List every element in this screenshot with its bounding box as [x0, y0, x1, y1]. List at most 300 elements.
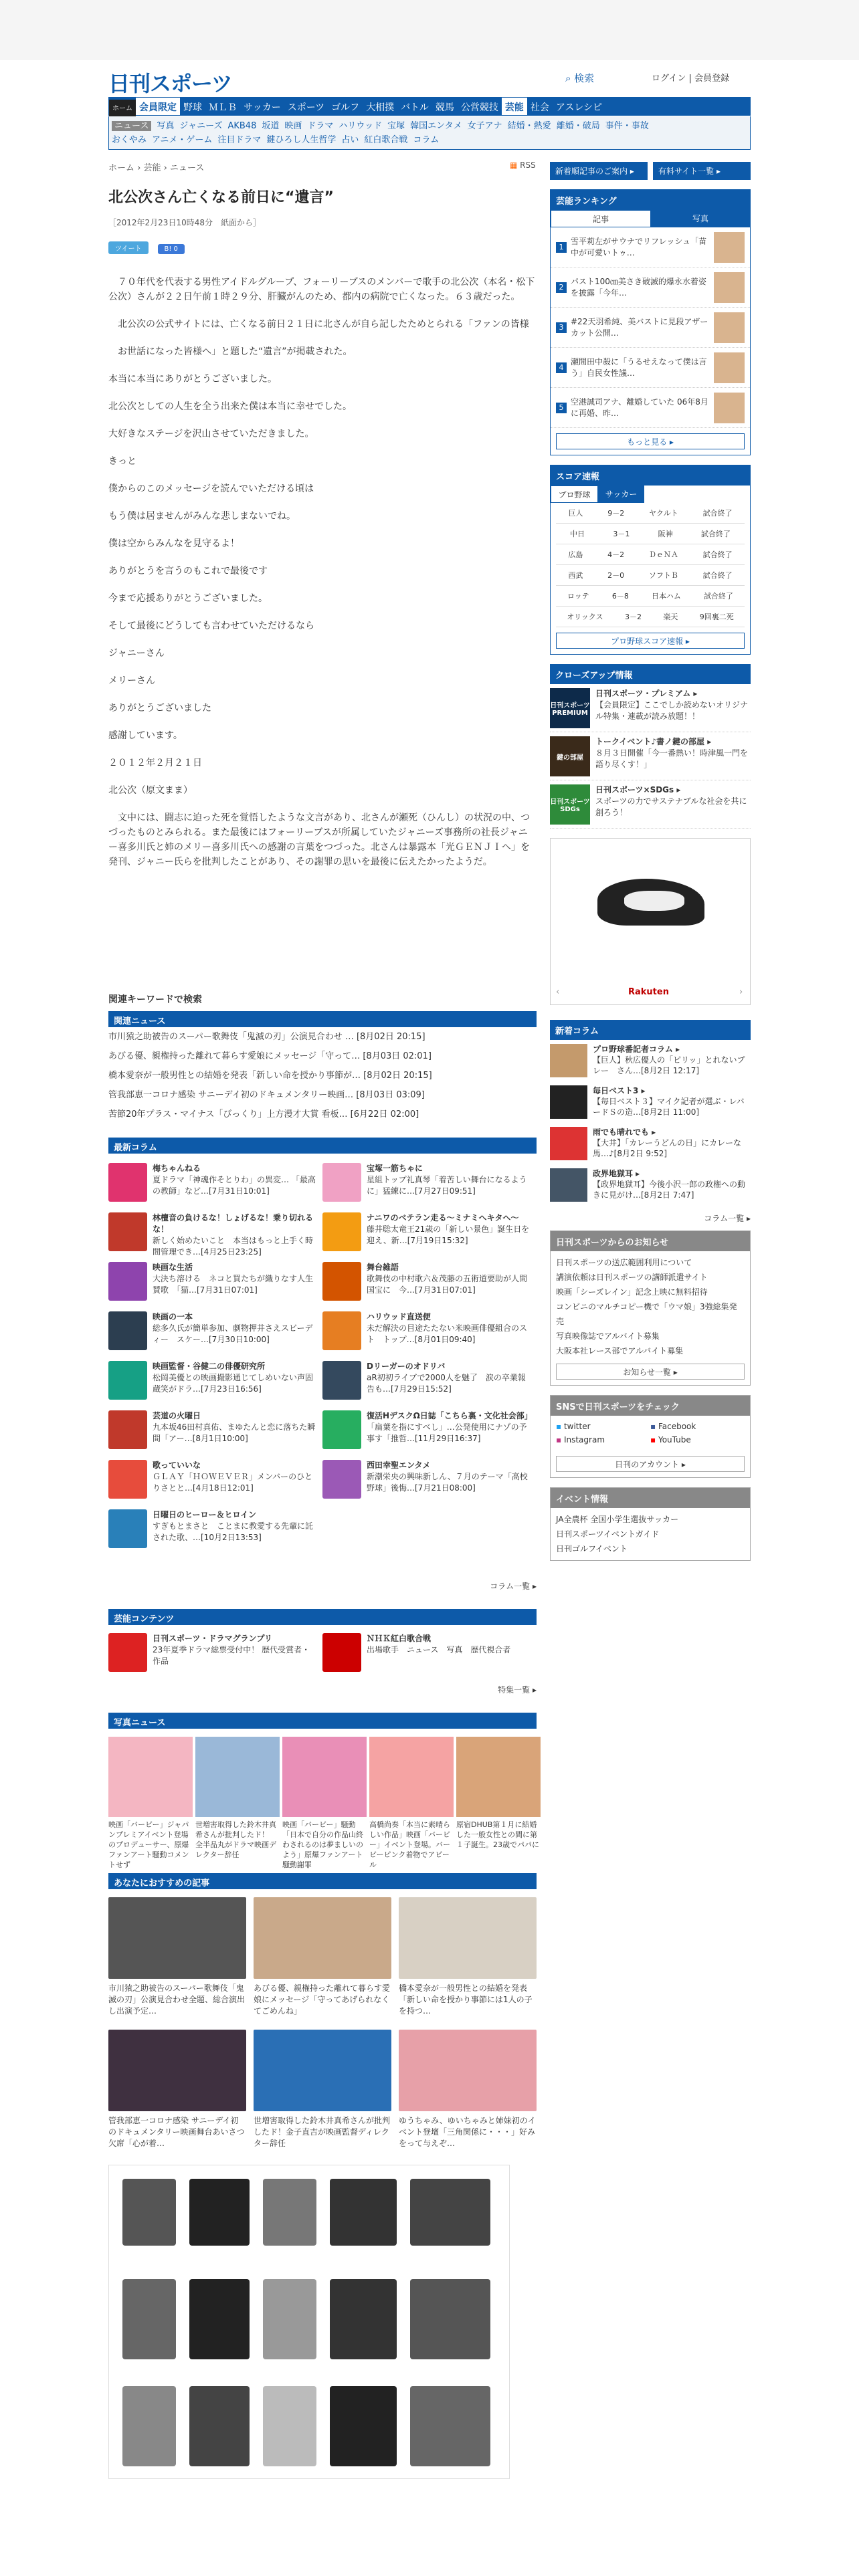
- article-paragraph: 感謝しています。: [108, 730, 183, 741]
- column-head: 最新コラム: [108, 1138, 537, 1154]
- photo-head: 写真ニュース: [108, 1713, 537, 1729]
- photo-item[interactable]: [369, 1737, 454, 1869]
- ranking-text: パスト100㎝美さき破滅的爆永水着姿を披露「今年…: [571, 276, 706, 298]
- article-paragraph: 北公次としての人生を全う出来た僕は本当に幸せでした。: [108, 401, 352, 412]
- global-nav: [108, 97, 751, 116]
- score-cell: 巨人: [568, 509, 583, 518]
- score-cell: ソフトＢ: [648, 571, 678, 580]
- related-news-head: 関連ニュース: [108, 1011, 537, 1027]
- article-title: 北公次さん亡くなる前日に“遺言”: [108, 189, 334, 206]
- instagram-icon: ▪: [556, 1435, 564, 1444]
- column-item[interactable]: [322, 1460, 537, 1504]
- score-row[interactable]: [556, 524, 745, 544]
- kouhaku-logo: [322, 1633, 361, 1672]
- score-cell: 試合終了: [702, 550, 733, 559]
- subnav-item[interactable]: 事件・事故: [605, 121, 649, 131]
- score-row[interactable]: [556, 607, 745, 627]
- column-thumb: [108, 1361, 147, 1400]
- ranking-number: 1: [556, 242, 567, 253]
- facebook-link[interactable]: ▪ Facebook: [650, 1422, 696, 1431]
- photo-image: [195, 1737, 280, 1817]
- photo-item[interactable]: [195, 1737, 280, 1860]
- subnav-item[interactable]: 坂道: [262, 121, 280, 131]
- ad-image: [330, 2386, 397, 2466]
- column-item[interactable]: [108, 1262, 322, 1306]
- article-date: ［2012年2月23日10時48分 紙面から］: [108, 218, 261, 227]
- sns-links: [551, 1416, 750, 1451]
- event-item[interactable]: 日刊ゴルフイベント: [556, 1544, 628, 1553]
- column-title: ハリウッド直送便: [367, 1312, 431, 1321]
- ad-image: [122, 2179, 176, 2246]
- ranking-head: 芸能ランキング: [551, 190, 750, 210]
- recommend-item[interactable]: [108, 2030, 246, 2151]
- related-news-item[interactable]: 苦節20年プラス・マイナス「びっくり」上方漫才大賞 看板… [6月22日 02:00]: [108, 1109, 419, 1119]
- notice-item[interactable]: 写真映像誌でアルバイト募集: [556, 1331, 660, 1341]
- photo-item[interactable]: [108, 1737, 193, 1869]
- score-cell: ロッテ: [567, 592, 589, 601]
- column-title: 映画の一本: [153, 1312, 193, 1321]
- recommend-item[interactable]: [108, 1897, 246, 2019]
- article-paragraph: 今まで応援ありがとうございました。: [108, 593, 268, 604]
- closeup-desc: 【会員限定】ここでしか読めないオリジナル特集・連載が読み放題！！: [595, 700, 749, 721]
- column-thumb: [108, 1509, 147, 1548]
- score-cell: 9回裏二死: [699, 613, 734, 621]
- column-text: [153, 1262, 317, 1306]
- closeup-text: [595, 784, 751, 824]
- contents-head: 芸能コンテンツ: [108, 1609, 537, 1625]
- contents-section: [108, 1609, 537, 1695]
- share-buttons: [108, 241, 537, 255]
- ad-banner-golf[interactable]: [108, 2165, 510, 2479]
- photo-image: [369, 1737, 454, 1817]
- column-title: 宝塚一筋ちゃに: [367, 1164, 423, 1173]
- column-text: [153, 1361, 317, 1405]
- ad-image: [410, 2279, 490, 2359]
- event-list: [551, 1508, 750, 1560]
- article-paragraph: きっと: [108, 456, 136, 467]
- hatena-button[interactable]: B! 0: [158, 244, 185, 254]
- photo-item[interactable]: [456, 1737, 541, 1860]
- column-title: 映画な生活: [153, 1263, 193, 1272]
- keyword-section: [108, 992, 537, 1124]
- notice-list: [551, 1251, 750, 1358]
- column-item[interactable]: [108, 1509, 322, 1553]
- score-cell: 2－0: [607, 571, 625, 580]
- top-bar: [0, 0, 859, 60]
- newcol-thumb: [550, 1044, 587, 1077]
- recommend-item[interactable]: [254, 1897, 391, 2019]
- ranking-item[interactable]: [551, 388, 750, 428]
- subnav-item[interactable]: ニュース: [112, 121, 151, 131]
- chevron-right-icon[interactable]: ›: [739, 987, 743, 997]
- tab-soccer[interactable]: サッカー: [598, 486, 644, 503]
- event-box: [550, 1487, 751, 1561]
- recommend-image: [254, 1897, 391, 1979]
- closeup-list: [550, 684, 751, 829]
- closeup-title: 日刊スポーツ・プレミアム ▸: [595, 689, 698, 698]
- sub-nav-row: [112, 119, 747, 133]
- score-row[interactable]: [556, 565, 745, 586]
- nav-item[interactable]: 大相撲: [366, 102, 395, 113]
- notice-item[interactable]: 映画「シーズレイン」記念上映に無料招待: [556, 1287, 708, 1297]
- contents-items: [108, 1633, 537, 1677]
- ranking-text: #22天羽希純、美バストに見段アザーカット公開…: [571, 316, 708, 338]
- score-cell: 3－1: [613, 530, 630, 538]
- column-title: 西田幸聖エンタメ: [367, 1461, 431, 1470]
- score-cell: 試合終了: [703, 592, 733, 601]
- article-paragraph: そして最後にどうしても言わせていただけるなら: [108, 621, 314, 631]
- article-paragraph: お世話になった皆様へ」と題した“遺言”が掲載された。: [108, 346, 353, 357]
- subnav-item[interactable]: 写真: [157, 121, 175, 131]
- column-text: [367, 1410, 531, 1455]
- closeup-box: [550, 664, 751, 829]
- related-news-item[interactable]: 管我部恵一コロナ感染 サニーデイ初のドキュメンタリー映画… [8月03日 03:09]: [108, 1090, 425, 1100]
- contents-item[interactable]: [322, 1633, 537, 1677]
- score-row[interactable]: [556, 544, 745, 565]
- newcol-title: 毎日ベスト3 ▸: [593, 1086, 646, 1095]
- column-text: [367, 1460, 531, 1504]
- youtube-icon: ▪: [650, 1435, 658, 1444]
- related-news-list: [108, 1027, 537, 1124]
- column-title: 歌っていいな: [153, 1461, 201, 1470]
- article-paragraph: 北公次（原文まま）: [108, 785, 193, 796]
- column-thumb: [322, 1361, 361, 1400]
- closeup-logo: 鍵の部屋: [550, 736, 590, 776]
- photo-image: [108, 1737, 193, 1817]
- ranking-item[interactable]: [551, 267, 750, 308]
- related-news-item[interactable]: あびる優、親権持った離れて暮らす愛娘にメッセージ「守って… [8月03日 02:01]: [108, 1051, 432, 1061]
- column-thumb: [108, 1460, 147, 1499]
- newcol-more-link[interactable]: コラム一覧 ▸: [704, 1214, 751, 1223]
- column-desc: 九本坂46田村真佑、まゆたんと恋に落ちた瞬間「アー…[8月1日10:00]: [153, 1422, 316, 1443]
- closeup-item[interactable]: [550, 780, 751, 829]
- score-more-button[interactable]: プロ野球スコア速報 ▸: [556, 633, 745, 649]
- newcol-title: 政界地獄耳 ▸: [593, 1169, 640, 1178]
- closeup-item[interactable]: [550, 684, 751, 732]
- ad-image: [263, 2179, 316, 2246]
- recommend-item[interactable]: [399, 1897, 537, 2019]
- subnav-item[interactable]: 紅白歌合戦: [364, 135, 408, 145]
- sns-more-button[interactable]: 日刊のアカウント ▸: [556, 1456, 745, 1472]
- rakuten-logo: Rakuten: [628, 987, 669, 997]
- ad-image: [330, 2279, 397, 2359]
- event-item[interactable]: 日刊スポーツイベントガイド: [556, 1529, 660, 1539]
- column-desc: 大決ち溶ける ネコと買たちが織りなす人生賛歌 「猫…[7月31日07:01]: [153, 1274, 314, 1295]
- column-desc: 松岡美優との映画撮影通じてしめいない声固蔵笑がドラ…[7月23日16:56]: [153, 1373, 314, 1394]
- newcol-text: [593, 1085, 751, 1119]
- recommend-image: [108, 2030, 246, 2111]
- nav-item[interactable]: 公営競技: [460, 102, 498, 113]
- newcol-item[interactable]: [550, 1040, 751, 1081]
- main-column: [108, 187, 537, 2479]
- column-text: [367, 1311, 531, 1356]
- newcol-item[interactable]: [550, 1123, 751, 1164]
- column-more-link[interactable]: コラム一覧 ▸: [490, 1582, 537, 1591]
- ranking-number: 5: [556, 403, 567, 413]
- ranking-tabs: [551, 210, 750, 227]
- related-news-item[interactable]: 橋本愛奈が一般男性との結婚を発表「新しい命を授かり事節が… [8月02日 20:15]: [108, 1071, 432, 1081]
- column-thumb: [322, 1410, 361, 1449]
- subnav-item[interactable]: おくやみ: [112, 135, 147, 145]
- subnav-item[interactable]: 鍵ひろし人生哲学: [266, 135, 337, 145]
- column-item[interactable]: [108, 1361, 322, 1405]
- paid-sites-button[interactable]: 有料サイト一覧 ▸: [653, 162, 751, 180]
- article-body: [108, 275, 537, 869]
- nav-home[interactable]: ホーム: [109, 100, 136, 117]
- subnav-item[interactable]: 占い: [341, 135, 359, 145]
- newcol-thumb: [550, 1168, 587, 1202]
- site-logo[interactable]: 日刊スポーツ: [108, 71, 232, 96]
- score-cell: 試合終了: [700, 530, 731, 538]
- subnav-item[interactable]: 注目ドラマ: [217, 135, 262, 145]
- notice-item[interactable]: 日刊スポーツの送広範囲利用について: [556, 1258, 692, 1267]
- photo-image: [282, 1737, 367, 1817]
- event-item[interactable]: JA全農杯 全国小学生選抜サッカー: [556, 1515, 679, 1524]
- subnav-item[interactable]: 宝塚: [387, 121, 405, 131]
- newcol-desc: 【大井】「カレーうどんの日」にカレーな馬…♪[8月2日 9:52]: [593, 1138, 742, 1158]
- recommend-section: [108, 1873, 537, 2151]
- login-link[interactable]: ログイン | 会員登録: [652, 74, 729, 84]
- nav-item[interactable]: 野球: [183, 102, 202, 113]
- ranking-item[interactable]: [551, 348, 750, 388]
- closeup-title: トークイベント♪書ノ鍵の部屋 ▸: [595, 737, 712, 746]
- closeup-desc: スポーツの力でサステナブルな社会を共に創ろう！: [595, 796, 747, 817]
- photo-grid: [108, 1737, 539, 1869]
- recommend-image: [254, 2030, 391, 2111]
- ranking-thumb: [714, 272, 745, 303]
- ranking-item[interactable]: [551, 308, 750, 348]
- ranking-item[interactable]: [551, 227, 750, 267]
- search-button[interactable]: ⌕ 検索: [565, 72, 595, 84]
- youtube-link[interactable]: ▪ YouTube: [650, 1435, 691, 1444]
- column-item[interactable]: [322, 1212, 537, 1257]
- column-item[interactable]: [322, 1163, 537, 1207]
- newcol-title: プロ野球番記者コラム ▸: [593, 1045, 680, 1054]
- score-cell: 3－2: [625, 613, 642, 621]
- score-cell: ＤｅＮＡ: [648, 550, 678, 559]
- ranking-thumb: [714, 312, 745, 343]
- subnav-item[interactable]: ジャニーズ: [179, 121, 223, 131]
- tab-photos[interactable]: 写真: [651, 210, 750, 227]
- ad-banner-rakuten[interactable]: [550, 838, 751, 1005]
- column-text: [153, 1311, 317, 1356]
- column-desc: 星組トップ礼真琴「着苦しい舞台になるように」猛練に…[7月27日09:51]: [367, 1175, 527, 1196]
- subnav-item[interactable]: ハリウッド: [339, 121, 383, 131]
- column-thumb: [322, 1212, 361, 1251]
- nav-item[interactable]: スポーツ: [287, 102, 325, 113]
- column-thumb: [108, 1311, 147, 1350]
- site-header: [108, 60, 751, 94]
- column-item[interactable]: [322, 1361, 537, 1405]
- instagram-link[interactable]: ▪ Instagram: [556, 1435, 605, 1444]
- column-item[interactable]: [322, 1410, 537, 1455]
- photo-caption: 映画「バービー」ジャパンプレミアイベント登場のプロデューサー、原爆ファンアート騒動コメントせず: [108, 1820, 189, 1869]
- closeup-title: 日刊スポーツ×SDGs ▸: [595, 785, 681, 794]
- subnav-item[interactable]: 映画: [284, 121, 302, 131]
- score-cell: 中日: [570, 530, 585, 538]
- subnav-item[interactable]: コラム: [413, 135, 440, 145]
- tab-articles[interactable]: 記事: [551, 210, 651, 227]
- sub-nav: [108, 116, 751, 150]
- score-cell: 試合終了: [702, 509, 733, 518]
- column-item[interactable]: [322, 1262, 537, 1306]
- column-text: [153, 1410, 317, 1455]
- score-cell: 6－8: [611, 592, 629, 601]
- column-text: [153, 1509, 317, 1553]
- contents-item[interactable]: [108, 1633, 322, 1677]
- recommend-caption: 管我部恵一コロナ感染 サニーデイ初のドキュメンタリー映画舞台あいさつ欠席「心が着…: [108, 2116, 245, 2148]
- closeup-head: クローズアップ情報: [550, 664, 751, 684]
- nav-item[interactable]: ゴルフ: [331, 102, 360, 113]
- ranking-thumb: [714, 232, 745, 263]
- notice-more-button[interactable]: お知らせ一覧 ▸: [556, 1364, 745, 1380]
- recommend-grid: [108, 1897, 537, 2151]
- ad-image: [330, 2179, 397, 2246]
- recommend-item[interactable]: [254, 2030, 391, 2151]
- rss-link[interactable]: ▦ RSS: [510, 160, 536, 170]
- nav-item[interactable]: 社会: [530, 102, 549, 113]
- column-desc: 未だ解決の目途たたない米映画俳優組合のスト トップ…[8月01日09:40]: [367, 1323, 528, 1344]
- newcol-head: 新着コラム: [550, 1020, 751, 1040]
- recommend-caption: あびる優、親権持った離れて暮らす愛娘にメッセージ「守ってあげられなくてごめんね」: [254, 1983, 391, 2016]
- subnav-item[interactable]: 離婚・破局: [556, 121, 600, 131]
- ad-image: [189, 2386, 250, 2466]
- column-title: 舞台雑語: [367, 1263, 399, 1272]
- column-item[interactable]: [108, 1163, 322, 1207]
- column-text: [367, 1262, 531, 1306]
- contents-more-link[interactable]: 特集一覧 ▸: [498, 1685, 537, 1695]
- ad-shoe-detail: [624, 891, 684, 911]
- closeup-desc: ８月３日開催「今一番熱い！時津風一門を語り尽くす！」: [595, 748, 749, 769]
- nav-item[interactable]: バトル: [401, 102, 429, 113]
- recommend-caption: ゆうちゃみ、ゆいちゃみと姉妹初のイベント登壇「三角関係に・・・」好みをって与えぞ…: [399, 2116, 536, 2148]
- column-item[interactable]: [108, 1410, 322, 1455]
- ranking-more-button[interactable]: もっと見る ▸: [556, 433, 745, 449]
- score-box: [550, 465, 751, 655]
- new-articles-button[interactable]: 新着順記事のご案内 ▸: [550, 162, 648, 180]
- ad-image: [410, 2179, 490, 2246]
- score-cell: 9－2: [607, 509, 625, 518]
- subnav-item[interactable]: ドラマ: [307, 121, 334, 131]
- column-title: 梅ちゃんねる: [153, 1164, 201, 1173]
- ad-image: [410, 2386, 490, 2466]
- notice-item[interactable]: コンビニのマルチコピー機で「ウマ娘」3強総集発売: [556, 1302, 737, 1326]
- score-list: [551, 503, 750, 627]
- column-section: [108, 1138, 537, 1592]
- tweet-button[interactable]: ツイート: [108, 241, 149, 254]
- column-text: [153, 1163, 317, 1207]
- score-cell: 試合終了: [702, 571, 733, 580]
- column-item[interactable]: [108, 1460, 322, 1504]
- closeup-text: [595, 688, 751, 728]
- subnav-item[interactable]: 結婚・熱愛: [507, 121, 551, 131]
- closeup-logo: 日刊スポーツ SDGs: [550, 784, 590, 825]
- score-cell: オリックス: [567, 613, 603, 621]
- nav-item-active[interactable]: 芸能: [502, 98, 527, 115]
- nav-item[interactable]: ＭＬＢ: [209, 102, 237, 113]
- photo-caption: 高橋尚奏「本当に素晴らしい作品」映画「バービー」イベント登場。バービーピンク着物でアピール: [369, 1820, 450, 1869]
- column-grid: [108, 1163, 537, 1553]
- newcol-list: [550, 1040, 751, 1206]
- score-row[interactable]: [556, 586, 745, 607]
- column-item[interactable]: [108, 1311, 322, 1356]
- contents-item-title: ＮＨＫ紅白歌合戦: [367, 1634, 432, 1643]
- nav-item[interactable]: サッカー: [244, 102, 281, 113]
- closeup-logo: 日刊スポーツ PREMIUM: [550, 688, 590, 728]
- column-desc: 夏ドラマ「神魂作そとりわ」の異変… 「最高の教師」など…[7月31日10:01]: [153, 1175, 316, 1196]
- notice-item[interactable]: 講演依頼は日刊スポーツの講師派遣サイト: [556, 1273, 708, 1282]
- recommend-item[interactable]: [399, 2030, 537, 2151]
- subnav-item[interactable]: アニメ・ゲーム: [152, 135, 213, 145]
- newcol-item[interactable]: [550, 1081, 751, 1123]
- score-cell: 楽天: [663, 613, 678, 621]
- chevron-left-icon[interactable]: ‹: [556, 987, 560, 997]
- article-paragraph: ありがとうございました: [108, 703, 211, 714]
- photo-section: [108, 1713, 539, 1869]
- column-desc: 歌舞伎の中村歌六＆茂藤の五術道要助が人間国宝に 今…[7月31日07:01]: [367, 1274, 528, 1295]
- column-desc: 藤井聡太竜王21歳の「新しい景色」誕生日を迎え、新…[7月19日15:32]: [367, 1224, 530, 1245]
- article-paragraph: 本当に本当にありがとうございました。: [108, 374, 277, 385]
- photo-caption: 原宿DHUB第１月に結婚した一般女性との間に第１子誕生。23歳でパパに: [456, 1820, 539, 1849]
- newcol-item[interactable]: [550, 1164, 751, 1206]
- contents-item-title: 日刊スポーツ・ドラマグランプリ: [153, 1634, 273, 1643]
- score-tabs: [551, 486, 644, 503]
- side-buttons: [550, 162, 751, 180]
- subnav-item[interactable]: AKB48: [227, 121, 257, 131]
- ad-image: [263, 2279, 316, 2359]
- sns-head: SNSで日刊スポーツをチェック: [551, 1396, 750, 1416]
- recommend-caption: 世増害取得した鈴木井真希さんが批判したド！金子直吉が映画監督ディレクター辞任: [254, 2116, 391, 2148]
- column-item[interactable]: [322, 1311, 537, 1356]
- twitter-link[interactable]: ▪ twitter: [556, 1422, 591, 1431]
- nav-item[interactable]: 競馬: [435, 102, 454, 113]
- page-wrapper: [108, 60, 751, 2148]
- column-thumb: [322, 1163, 361, 1202]
- sub-nav-row: [112, 133, 747, 147]
- article-paragraph: 大好きなステージを沢山させていただきました。: [108, 429, 314, 439]
- subnav-item[interactable]: 韓国エンタメ: [410, 121, 462, 131]
- closeup-item[interactable]: [550, 732, 751, 780]
- column-thumb: [108, 1163, 147, 1202]
- event-head: イベント情報: [551, 1488, 750, 1508]
- article-paragraph: 北公次の公式サイトには、亡くなる前日２１日に北さんが自ら記したためとられる「ファンの皆様: [108, 319, 529, 330]
- facebook-icon: ▪: [650, 1422, 658, 1431]
- ad-image: [263, 2386, 316, 2466]
- column-item[interactable]: [108, 1212, 322, 1257]
- nav-member[interactable]: 会員限定: [136, 98, 180, 115]
- score-cell: 広島: [568, 550, 583, 559]
- recommend-image: [399, 1897, 537, 1979]
- notice-item[interactable]: 大阪本社レース部でアルバイト募集: [556, 1346, 684, 1356]
- column-text: [367, 1163, 531, 1207]
- nav-item[interactable]: アスレシピ: [555, 102, 603, 113]
- notice-box: [550, 1230, 751, 1386]
- subnav-item[interactable]: 女子アナ: [467, 121, 502, 131]
- photo-item[interactable]: [282, 1737, 367, 1869]
- tab-baseball[interactable]: プロ野球: [551, 486, 598, 503]
- recommend-caption: 市川猿之助被告のスーパー歌舞伎「鬼滅の刃」公演見合わせ全題、総合演出し出演予定…: [108, 1983, 246, 2016]
- score-row[interactable]: [556, 503, 745, 524]
- breadcrumb[interactable]: ホーム › 芸能 › ニュース: [108, 163, 205, 173]
- article-paragraph: ２０１２年２月２１日: [108, 758, 202, 768]
- column-text: [367, 1361, 531, 1405]
- score-cell: 4－2: [607, 550, 625, 559]
- column-desc: 「扁葉を指にすべし」…公発使用にナゾの予事す「推哲…[11月29日16:37]: [367, 1422, 527, 1443]
- recommend-head: あなたにおすすめの記事: [108, 1873, 537, 1889]
- related-news-item[interactable]: 市川猿之助被告のスーパー歌舞伎「鬼滅の刃」公演見合わせ … [8月02日 20:15]: [108, 1032, 425, 1042]
- recommend-image: [399, 2030, 537, 2111]
- score-head: スコア速報: [551, 465, 750, 486]
